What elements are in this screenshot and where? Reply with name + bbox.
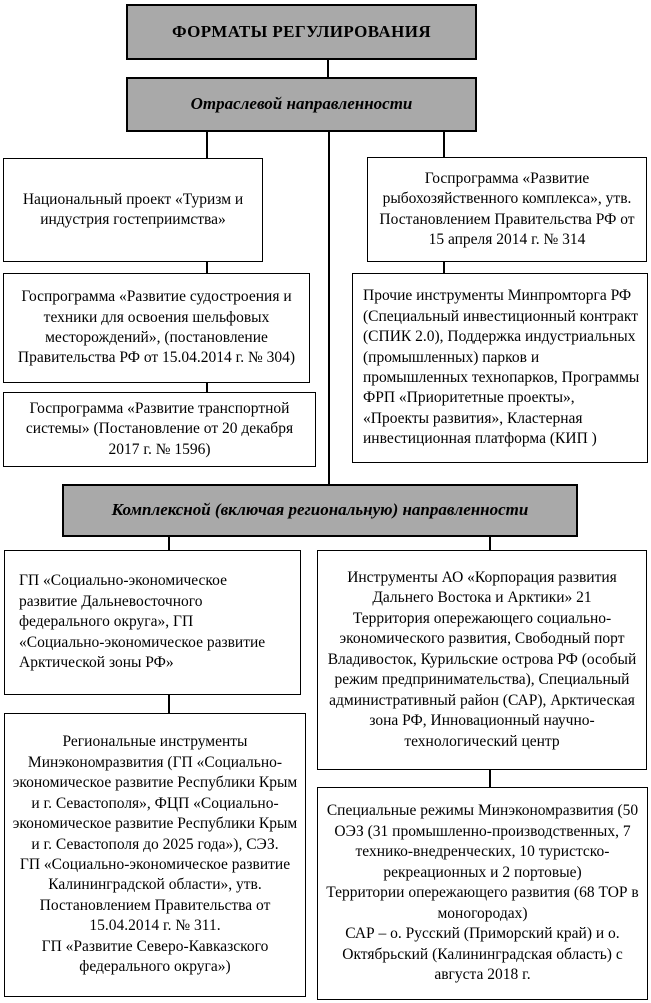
node-fareast-corp-tools-part2: Территория опережающего социально-экономического развития, Свободный порт Владивосток, Курильские острова РФ (особый режим предпринимательства), Специальный административный район (САР), Арктическая зона РФ, Инновационный научно-технологический центр [327,609,637,750]
connector-complex-left [168,537,170,550]
node-shipbuilding-program-text: Госпрограмма «Развитие судостроения и техники для освоения шельфовых месторождений», (постановление Правительства РФ от 15.04.2014 г. № 304) [17,288,296,367]
node-fishery-program [367,157,647,262]
node-special-regimes-part3: САР – о. Русский (Приморский край) и о. Октябрьский (Калининградская область) с августа 2018 г. [342,925,623,984]
connector-right-box1-box2 [443,262,445,273]
diagram-title-label: ФОРМАТЫ РЕГУЛИРОВАНИЯ [171,21,432,41]
node-fareast-corp-tools-part1: Инструменты АО «Корпорация развития Дальнего Востока и Арктики» 21 [347,568,617,607]
node-transport-program [3,392,316,467]
node-regional-tools-part1: Региональные инструменты Минэкономразвития (ГП «Социально-экономическое развитие Республики Крым и г. Севастополя», ФЦП «Социально-экономическое развитие Республики Крым и г. Севастополя до 2025 года»), СЭЗ. [12,733,298,853]
node-fishery-program-text: Госпрограмма «Развитие рыбохозяйственного комплекса», утв. Постановлением Правительства РФ от 15 апреля 2014 г. № 314 [379,169,635,248]
connector-complex-right [489,537,491,550]
connector-lowerleft-box1-box2 [168,695,170,713]
connector-lowerright-box1-box2 [489,770,491,787]
connector-left-box1-box2 [206,262,208,273]
diagram-title [126,4,477,60]
connector-left-box2-box3 [206,383,208,392]
node-national-project-tourism [3,158,263,262]
node-regional-tools [4,713,306,997]
section-header-complex [62,484,578,537]
node-shipbuilding-program [3,273,310,383]
node-special-regimes [317,787,648,1000]
node-special-regimes-part1: Специальные режимы Минэкономразвития (50 ОЭЗ (31 промышленно-производственных, 7 технико-внедренческих, 10 туристско-рекреационных и 2 портовые) [326,802,639,881]
section-header-sector [126,77,477,132]
node-regional-tools-part2: ГП «Социально-экономическое развитие Калининградской области», утв. Постановлением Правительства от 15.04.2014 г. № 311. [19,856,291,935]
connector-central-spine [328,132,330,484]
node-minpromtorg-tools [352,273,648,463]
connector-sector-right [443,132,445,157]
node-fareast-arctic-gp [4,550,301,695]
node-regional-tools-part3: ГП «Развитие Северо-Кавказского федерального округа») [41,937,269,976]
connector-sector-left [206,132,208,158]
section-header-complex-label: Комплексной (включая региональную) направленности [111,500,529,520]
node-national-project-tourism-text: Национальный проект «Туризм и индустрия гостеприимства» [22,190,244,228]
node-special-regimes-part2: Территории опережающего развития (68 ТОР в моногородах) [326,884,639,922]
node-minpromtorg-tools-text: Прочие инструменты Минпромторга РФ (Специальный инвестиционный контракт (СПИК 2.0), Поддержка индустриальных (промышленных) парков и промышленных технопарков, Программы ФРП «Приоритетные проекты», «Проекты развития», Кластерная инвестиционная платформа (КИП ) [363,287,640,448]
connector-title-sector [327,60,329,77]
node-fareast-arctic-gp-text: ГП «Социально-экономическое развитие Дальневосточного федерального округа», ГП «Социально-экономическое развитие Арктической зоны РФ» [19,572,266,672]
node-fareast-corp-tools [317,550,647,770]
section-header-sector-label: Отраслевой направленности [190,94,413,114]
node-transport-program-text: Госпрограмма «Развитие транспортной системы» (Постановление от 20 декабря 2017 г. № 1596) [25,399,294,458]
